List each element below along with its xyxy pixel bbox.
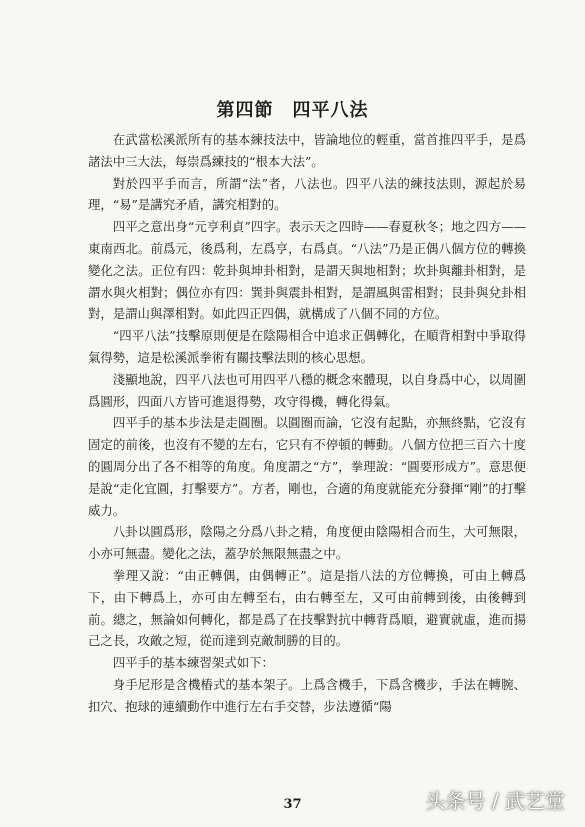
- paragraph: 四平之意出身“元亨利貞”四字。表示天之四時——春夏秋冬；地之四方——東南西北。前爲元，後爲利，左爲亨，右爲貞。“八法”乃是正偶八個方位的轉換變化之法。正位有四：乾卦與坤卦相對，是謂天與地相對；坎卦與離卦相對，是謂水與火相對；偶位亦有四：巽卦與震卦相對，是謂風與雷相對；艮卦與兌卦相對，是謂山與澤相對。如此四正四偶，就構成了八個不同的方位。: [88, 219, 526, 322]
- watermark: 头条号 / 武艺堂: [425, 789, 565, 813]
- body-text: [88, 129, 526, 718]
- paragraph: “四平八法”技擊原則便是在陰陽相合中追求正偶轉化，在順背相對中爭取得氣得勢，這是松溪派拳術有關技擊法則的核心思想。: [88, 328, 526, 365]
- paragraph: 對於四平手而言，所謂“法”者，八法也。四平八法的練技法則，源起於易理，“易”是講究矛盾，講究相對的。: [88, 175, 526, 213]
- paragraph: 身手尼形是含機樁式的基本架子。上爲含機手，下爲含機步，手法在轉腕、扣穴、抱球的連續動作中進行左右手交替，步法遵循“陽: [88, 676, 526, 714]
- paragraph: 八卦以圓爲形，陰陽之分爲八卦之精，角度便由陰陽相合而生，大可無限，小亦可無盡。變化之法，蓋孕於無限無盡之中。: [88, 524, 526, 562]
- paragraph: 拳理又說：“由正轉偶，由偶轉正”。這是指八法的方位轉換，可由上轉爲下，由下轉爲上，亦可由左轉至右，由右轉至左，又可由前轉到後，由後轉到前。總之，無論如何轉化，都是爲了在技擊對抗中轉背爲順，避實就虛，進而揚己之長，攻敵之短，從而達到克敵制勝的目的。: [88, 567, 526, 649]
- paragraph: 在武當松溪派所有的基本練技法中，皆論地位的輕重，當首推四平手，是爲諸法中三大法，每崇爲練技的“根本大法”。: [88, 132, 526, 169]
- paragraph: 四平手的基本練習架式如下：: [112, 655, 274, 671]
- paragraph: 淺顯地說，四平八法也可用四平八穩的概念來體現，以自身爲中心，以周圍爲圓形，四面八方皆可進退得勢，攻守得機，轉化得氣。: [88, 371, 526, 409]
- section-title: 第四節 四平八法: [216, 100, 369, 121]
- paragraph: 四平手的基本步法是走圓圈。以圓圈而論，它沒有起點，亦無終點，它沒有固定的前後，也沒有不變的左右，它只有不停頓的轉動。八個方位把三百六十度的圓周分出了各不相等的角度。角度謂之“方”，拳理說：“圓要形成方”。意思便是說“走化宜圓，打擊要方”。方者，剛也，合適的角度就能充分發揮“剛”的打擊威力。: [88, 415, 526, 518]
- page-number: 37: [283, 797, 302, 812]
